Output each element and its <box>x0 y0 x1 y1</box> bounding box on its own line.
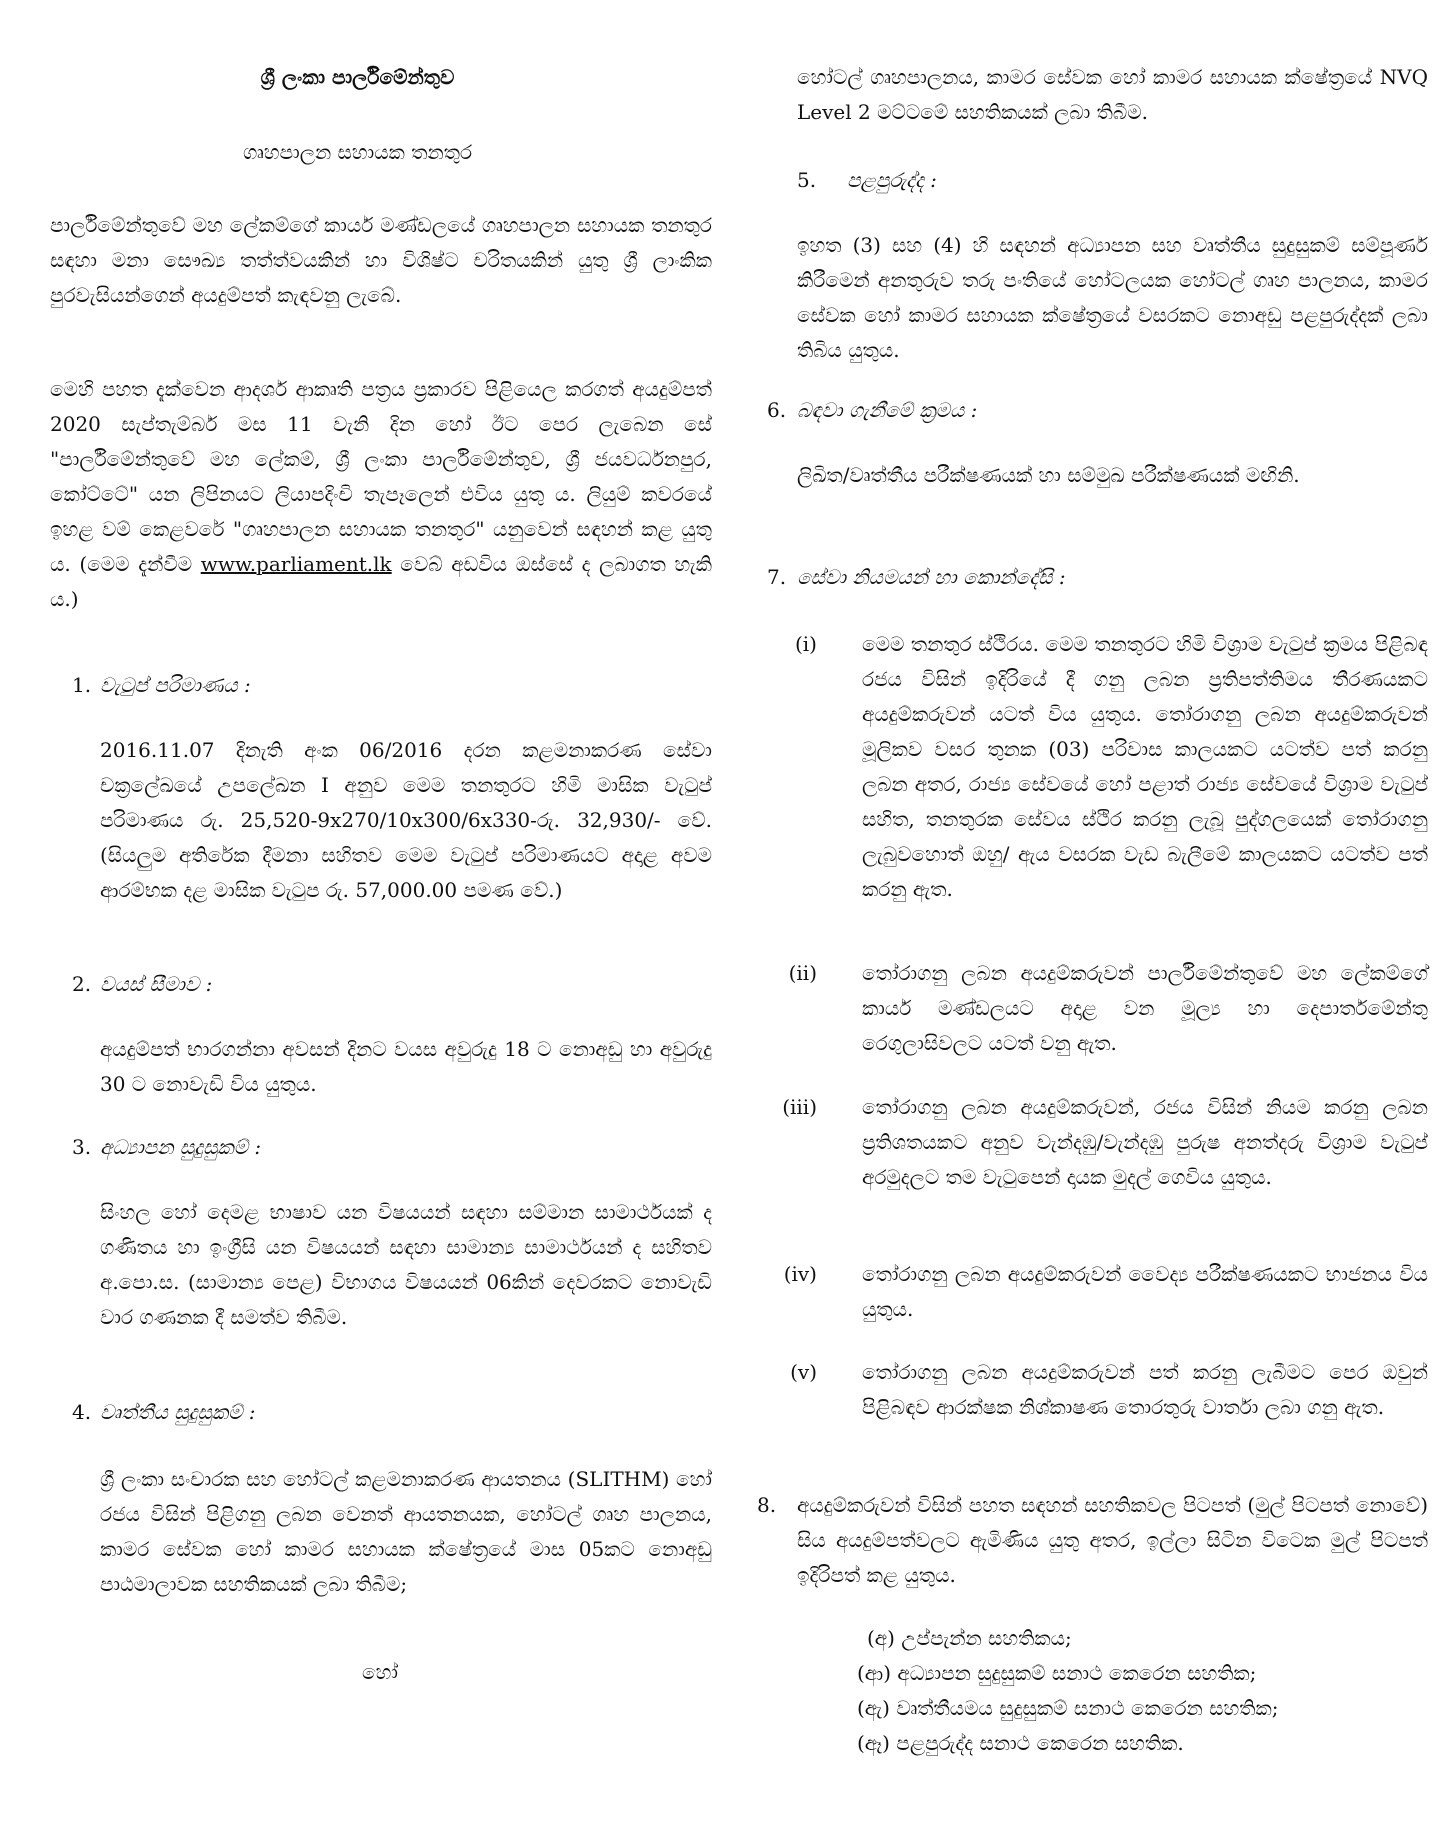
condition-i-text: මෙම තනතුර ස්ථිරය. මෙම තනතුරට හිමි විශ්‍රාම වැටුප් ක්‍රමය පිළිබඳ රජය විසින් ඉදිරියේ දී ගනු ලබන ප්‍රතිපත්තිමය තීරණයකට අයදුම්කරුවන් යටත් විය යුතුය. තෝරාගනු ලබන අයදුම්කරුවන් මූලිකව වසර තුනක (03) පරිවාස කාලයකට යටත්ව පත් කරනු ලබන අතර, රාජ්‍ය සේවයේ හෝ පළාත් රාජ්‍ය සේවයේ විශ්‍රාම වැටුප් සහිත, තනතුරක සේවය ස්ථිර කරනු ලැබූ පුද්ගලයෙක් තෝරාගනු ලැබුවහොත් ඔහු/ ඇය වසරක වැඩ බැලීමේ කාලයකට යටත්ව පත් කරනු ඇත. <box>862 632 1428 901</box>
condition-v-label: (v) <box>790 1360 817 1384</box>
condition-v-text: තෝරාගනු ලබන අයදුම්කරුවන් පත් කරනු ලැබීමට පෙර ඔවුන් පිළිබඳව ආරක්ෂක නිශ්කාෂණ තොරතුරු වාර්තා ලබා ගනු ඇත. <box>862 1360 1428 1419</box>
section-5-body: ඉහත (3) සහ (4) හි සඳහන් අධ්‍යාපන සහ වෘත්තීය සුදුසුකම් සම්පූර්ණ කිරීමෙන් අනතුරුව තරු පංතියේ හෝටලයක හෝටල් ගෘහ පාලනය, කාමර සේවක හෝ කාමර සහායක ක්ෂේත්‍රයේ වසරකට නොඅඩු පළපුරුද්දක් ලබා තිබිය යුතුය. <box>797 233 1428 362</box>
certificate-list-item: (අ) උප්පැන්න සහතිකය; <box>867 1626 1072 1650</box>
certificate-list-item: (ඈ) පළපුරුද්ද සනාථ කෙරෙන සහතික. <box>857 1731 1184 1755</box>
section-2-number: 2. <box>72 972 92 996</box>
intro-paragraph: පාර්ලිමේන්තුවේ මහ ලේකම්ගේ කාර්ය මණ්ඩලයේ ගෘහපාලන සහායක තනතුර සඳහා මනා සෞඛ්‍ය තත්ත්වයකින් හා විශිෂ්ට චරිතයකින් යුතු ශ්‍රී ලාංකික පුරවැසියන්ගෙන් අයදුම්පත් කැඳවනු ලැබේ. <box>50 213 712 307</box>
section-4-or: හෝ <box>362 1660 398 1684</box>
section-3-heading: අධ්‍යාපන සුදුසුකම් : <box>100 1135 262 1159</box>
section-2-body: අයදුම්පත් භාරගන්නා අවසන් දිනට වයස අවුරුදු 18 ට නොඅඩු හා අවුරුදු 30 ට නොවැඩි විය යුතුය. <box>100 1037 712 1096</box>
section-8-body: අයදුම්කරුවන් විසින් පහත සඳහන් සහතිකවල පිටපත් (මුල් පිටපත් නොවේ) සිය අයදුම්පත්වලට ඇමිණිය යුතු අතර, ඉල්ලා සිටින විටෙක මුල් පිටපත් ඉදිරිපත් කළ යුතුය. <box>797 1493 1428 1587</box>
section-4-continuation: හෝටල් ගෘහපාලනය, කාමර සේවක හෝ කාමර සහායක ක්ෂේත්‍රයේ NVQ Level 2 මට්ටමේ සහතිකයක් ලබා තිබීම. <box>797 65 1428 124</box>
application-tail: වෙබ් අඩවිය ඔස්සේ ද ලබාගත හැකි ය.) <box>50 552 713 611</box>
condition-ii-text: තෝරාගනු ලබන අයදුම්කරුවන් පාර්ලිමේන්තුවේ මහ ලේකම්ගේ කාර්ය මණ්ඩලයට අදාළ වන මූල්‍ය හා දෙපාර්තමේන්තු රෙගුලාසිවලට යටත් වනු ඇත. <box>862 961 1428 1055</box>
application-text: මෙහි පහත දැක්වෙන ආදර්ශ ආකෘති පත්‍රය ප්‍රකාරව පිළියෙල කරගත් අයදුම්පත් 2020 සැප්තැම්බර් මස 11 වැනි දින හෝ ඊට පෙර ලැබෙන සේ "පාර්ලිමේන්තුවේ මහ ලේකම්, ශ්‍රී ලංකා පාර්ලිමේන්තුව, ශ්‍රී ජයවර්ධනපුර, කෝට්ටේ" යන ලිපිනයට ලියාපදිංචි තැපෑලෙන් එවිය යුතු ය. ලියුම් කවරයේ ඉහළ වම් කෙළවරේ "ගෘහපාලන සහායක තනතුර" යනුවෙන් සඳහන් කළ යුතු ය. (මෙම දැන්වීම <box>50 377 712 576</box>
section-7-number: 7. <box>767 565 787 589</box>
application-paragraph <box>50 372 712 617</box>
section-4-heading: වෘත්තීය සුදුසුකම් : <box>100 1400 256 1424</box>
document-subtitle: ගෘහපාලන සහායක තනතුර <box>242 140 473 164</box>
condition-iv-label: (iv) <box>783 1262 817 1286</box>
parliament-website-link[interactable]: www.parliament.lk <box>200 552 392 576</box>
section-3-body: සිංහල හෝ දෙමළ භාෂාව යන විෂයයන් සඳහා සම්මාන සාමාර්ථයක් ද ගණිතය හා ඉංග්‍රීසි යන විෂයයන් සඳහා සාමාන්‍ය සාමාර්ථයන් ද සහිතව අ.පො.ස. (සාමාන්‍ය පෙළ) විභාගය විෂයයන් 06කින් දෙවරකට නොවැඩි වාර ගණනක දී සමත්ව තිබීම. <box>100 1200 712 1329</box>
condition-i-label: (i) <box>794 632 817 656</box>
section-5-number: 5. <box>797 168 817 192</box>
section-1-number: 1. <box>72 673 92 697</box>
certificate-list-item: (ආ) අධ්‍යාපන සුදුසුකම් සනාථ කෙරෙන සහතික; <box>857 1661 1257 1685</box>
section-6-number: 6. <box>767 398 787 422</box>
section-6-heading: බඳවා ගැනීමේ ක්‍රමය : <box>797 398 978 422</box>
condition-ii-label: (ii) <box>788 961 817 985</box>
document-title: ශ්‍රී ලංකා පාර්ලිමේන්තුව <box>260 65 455 89</box>
condition-iii-text: තෝරාගනු ලබන අයදුම්කරුවන්, රජය විසින් නියම කරනු ලබන ප්‍රතිශතයකට අනුව වැන්දඹු/වැන්දඹු පුරුෂ අනත්දරු විශ්‍රාම වැටුප් අරමුදලට තම වැටුපෙන් දායක මුදල් ගෙවිය යුතුය. <box>862 1095 1428 1189</box>
section-1-body: 2016.11.07 දිනැති අංක 06/2016 දරන කළමනාකරණ සේවා චක්‍රලේඛයේ උපලේඛන I අනුව මෙම තනතුරට හිමි මාසික වැටුප් පරිමාණය රු. 25,520-9x270/10x300/6x330-රු. 32,930/- වේ. (සියලුම අතිරේක දීමනා සහිතව මෙම වැටුප් පරිමාණයට අදාළ අවම ආරම්භක දළ මාසික වැටුප රු. 57,000.00 පමණ වේ.) <box>100 738 712 902</box>
section-2-heading: වයස් සීමාව : <box>100 972 213 996</box>
condition-iii-label: (iii) <box>782 1095 817 1119</box>
section-6-body: ලිඛිත/වෘත්තීය පරීක්ෂණයක් හා සම්මුඛ පරීක්ෂණයක් මඟිනි. <box>797 463 1300 487</box>
certificate-list-item: (ඇ) වෘත්තීයමය සුදුසුකම් සනාථ කෙරෙන සහතික; <box>857 1696 1279 1720</box>
condition-iv-text: තෝරාගනු ලබන අයදුම්කරුවන් වෛද්‍ය පරීක්ෂණයකට භාජනය විය යුතුය. <box>862 1262 1428 1321</box>
section-5-heading: පළපුරුද්ද : <box>847 168 937 192</box>
section-8-number: 8. <box>757 1493 777 1517</box>
section-4-number: 4. <box>72 1400 92 1424</box>
section-4-body: ශ්‍රී ලංකා සංචාරක සහ හෝටල් කළමනාකරණ ආයතනය (SLITHM) හෝ රජය විසින් පිළිගනු ලබන වෙනත් ආයතනයක, හෝටල් ගෘහ පාලනය, කාමර සේවක හෝ කාමර සහායක ක්ෂේත්‍රයේ මාස 05කට නොඅඩු පාඨමාලාවක සහතිකයක් ලබා තිබීම; <box>100 1467 712 1596</box>
section-7-heading: සේවා නියමයන් හා කොන්දේසි : <box>797 565 1066 589</box>
section-1-heading: වැටුප් පරිමාණය : <box>100 673 251 697</box>
section-3-number: 3. <box>72 1135 92 1159</box>
